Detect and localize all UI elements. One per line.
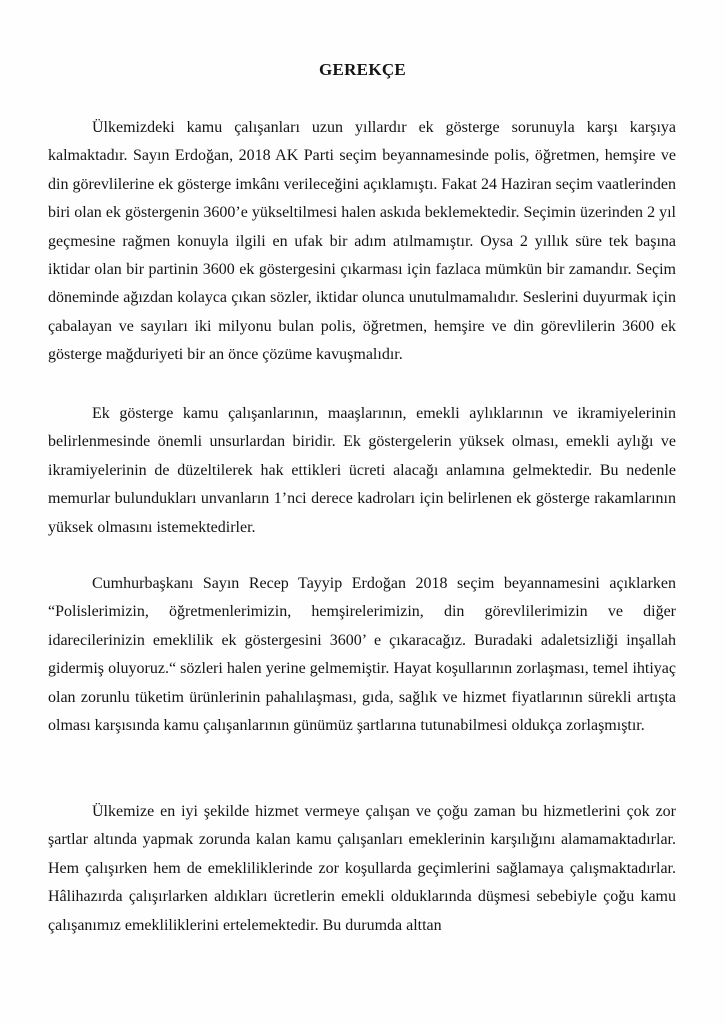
paragraph-3: Cumhurbaşkanı Sayın Recep Tayyip Erdoğan 2018 seçim beyannamesini açıklarken “Polislerimizin, öğretmenlerimizin, hemşirelerimizin, din görevlilerimizin ve diğer idarecilerinizin emeklilik ek göstergesini 3600’ e çıkaracağız. Buradaki adaletsizliği inşallah gidermiş oluyoruz.“ sözleri halen yerine gelmemiştir. Hayat koşullarının zorlaşması, temel ihtiyaç olan zorunlu tüketim ürünlerinin pahalılaşması, gıda, sağlık ve hizmet fiyatlarının sürekli artışta olması karşısında kamu çalışanlarının günümüz şartlarına tutunabilmesi oldukça zorlaşmıştır. <box>48 575 676 735</box>
paragraph-2: Ek gösterge kamu çalışanlarının, maaşlarının, emekli aylıklarının ve ikramiyelerinin belirlenmesinde önemli unsurlardan biridir. Ek göstergelerin yüksek olması, emekli aylığı ve ikramiyelerinin de düzeltilerek hak ettikleri ücreti alacağı anlamına gelmektedir. Bu nedenle memurlar bulundukları unvanların 1’nci derece kadroları için belirlenen ek gösterge rakamlarının yüksek olmasını istemektedirler. <box>48 405 676 536</box>
document-title: GEREKÇE <box>318 60 407 79</box>
paragraph-1: Ülkemizdeki kamu çalışanları uzun yıllardır ek gösterge sorunuyla karşı karşıya kalmaktadır. Sayın Erdoğan, 2018 AK Parti seçim beyannamesinde polis, öğretmen, hemşire ve din görevlilerine ek gösterge imkânı verileceğini açıklamıştı. Fakat 24 Haziran seçim vaatlerinden biri olan ek göstergenin 3600’e yükseltilmesi halen askıda beklemektedir. Seçimin üzerinden 2 yıl geçmesine rağmen konuyla ilgili en ufak bir adım atılmamıştır. Oysa 2 yıllık süre tek başına iktidar olan bir partinin 3600 ek göstergesini çıkarması için fazlaca mümkün bir zamandır. Seçim döneminde ağızdan kolayca çıkan sözler, iktidar olunca unutulmamalıdır. Seslerini duyurmak için çabalayan ve sayıları iki milyonu bulan polis, öğretmen, hemşire ve din görevlilerin 3600 ek gösterge mağduriyeti bir an önce çözüme kavuşmalıdır. <box>48 119 676 364</box>
paragraph-4: Ülkemize en iyi şekilde hizmet vermeye çalışan ve çoğu zaman bu hizmetlerini çok zor şartlar altında yapmak zorunda kalan kamu çalışanları emeklerinin karşılığını alamamaktadırlar. Hem çalışırken hem de emekliliklerinde zor koşullarda geçimlerini sağlamaya çalışmaktadırlar. Hâlihazırda çalışırlarken aldıkları ücretlerin emekli olduklarında düşmesi sebebiyle çoğu kamu çalışanımız emekliliklerini ertelemektedir. Bu durumda alttan <box>48 803 676 934</box>
